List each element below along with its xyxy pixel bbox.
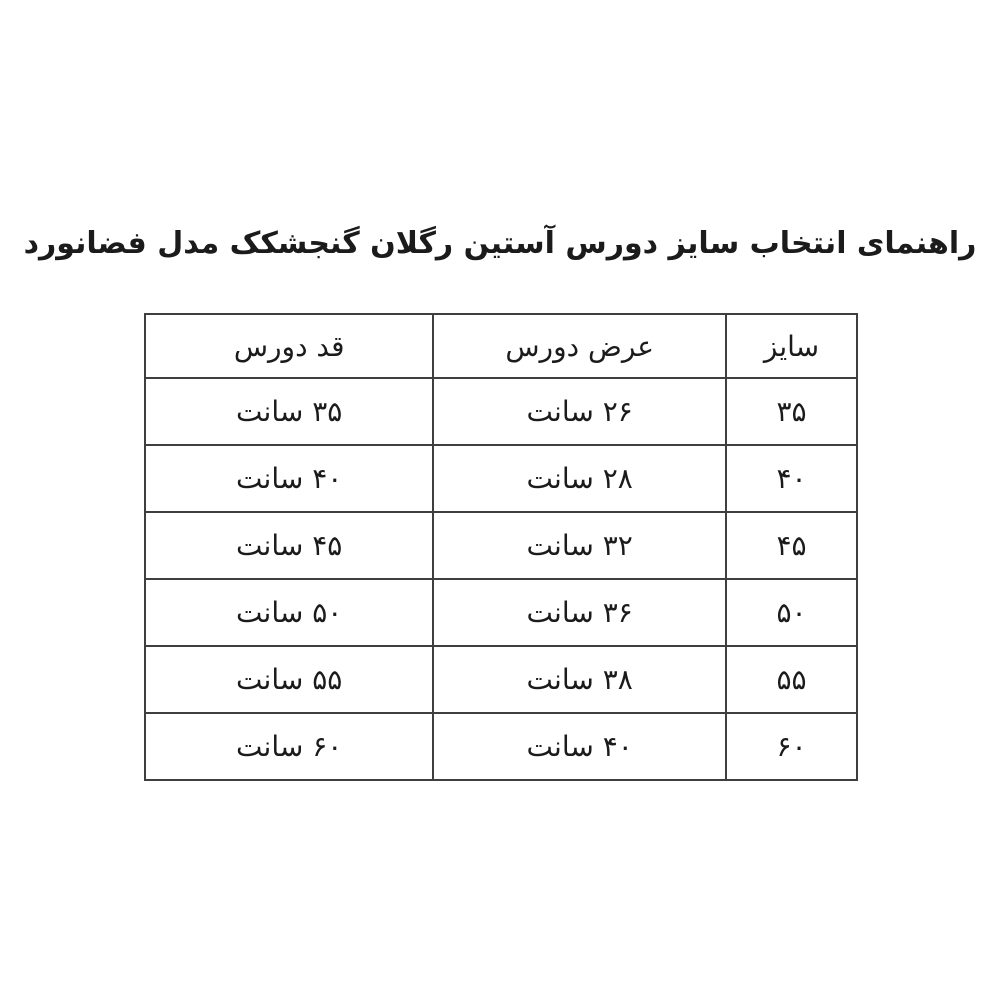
table-row [145,512,857,579]
cell-size: ۴۵ [726,512,857,579]
cell-length: ۵۰ سانت [145,579,433,646]
cell-length: ۶۰ سانت [145,713,433,780]
table-body [145,378,857,780]
table-row [145,646,857,713]
cell-size: ۶۰ [726,713,857,780]
cell-length: ۵۵ سانت [145,646,433,713]
cell-size: ۵۵ [726,646,857,713]
cell-width: ۲۸ سانت [433,445,726,512]
table-row [145,713,857,780]
cell-width: ۳۲ سانت [433,512,726,579]
cell-size: ۴۰ [726,445,857,512]
table-row [145,378,857,445]
column-header-garment-length: قد دورس [145,314,433,378]
cell-length: ۴۰ سانت [145,445,433,512]
cell-length: ۴۵ سانت [145,512,433,579]
cell-width: ۳۶ سانت [433,579,726,646]
column-header-chest-width: عرض دورس [433,314,726,378]
cell-size: ۳۵ [726,378,857,445]
size-guide-table [144,313,858,781]
table-header [145,314,857,378]
table-row [145,445,857,512]
table-header-row [145,314,857,378]
page-title: راهنمای انتخاب سایز دورس آستین رگلان گنجشکک مدل فضانورد [23,226,977,261]
cell-width: ۲۶ سانت [433,378,726,445]
table-row [145,579,857,646]
cell-length: ۳۵ سانت [145,378,433,445]
cell-size: ۵۰ [726,579,857,646]
cell-width: ۳۸ سانت [433,646,726,713]
column-header-size: سایز [726,314,857,378]
cell-width: ۴۰ سانت [433,713,726,780]
